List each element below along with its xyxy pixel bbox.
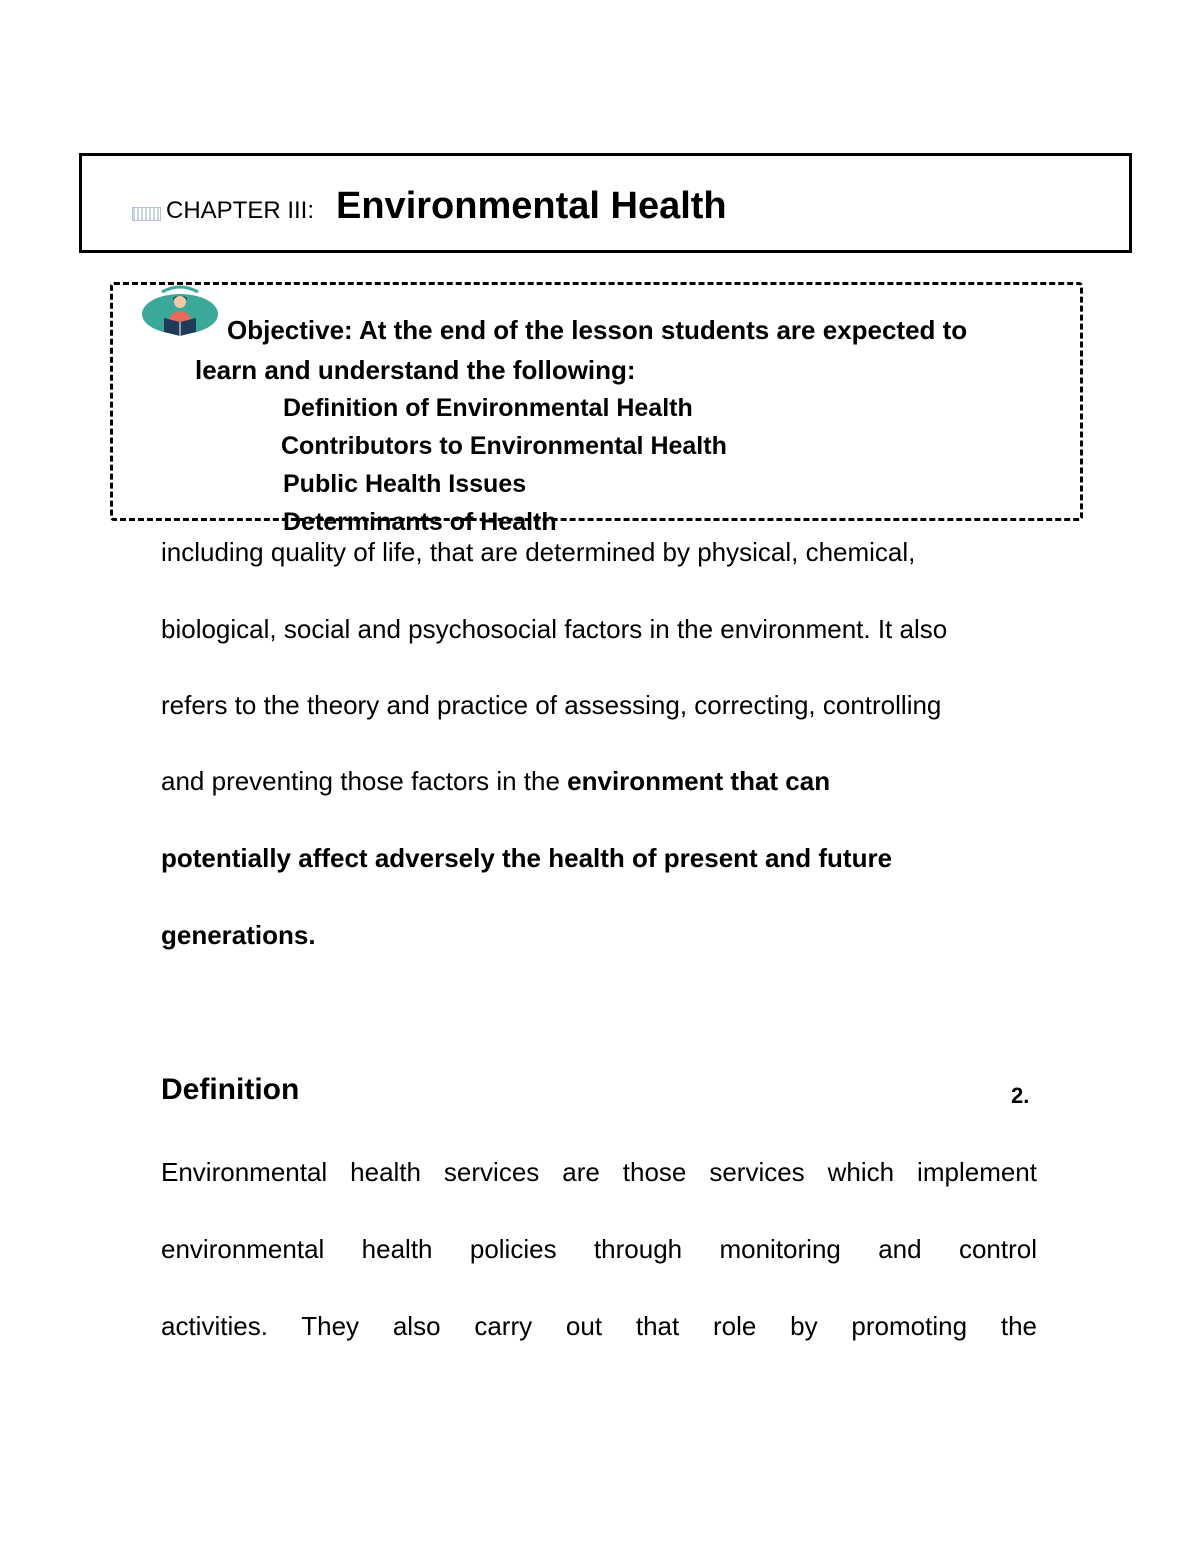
- objective-box: [110, 282, 1083, 536]
- intro-line-5: potentially affect adversely the health of present and future: [161, 843, 893, 873]
- objective-item-1: Definition of Environmental Health: [283, 394, 693, 422]
- intro-line-1: including quality of life, that are determined by physical, chemical,: [161, 537, 916, 567]
- intro-line-4-bold: environment that can: [567, 766, 831, 796]
- definition-line-1: Environmental health services are those services which implement: [161, 1157, 1037, 1187]
- definition-line-2: environmental health policies through monitoring and control: [161, 1234, 1037, 1264]
- objective-item-3: Public Health Issues: [283, 470, 527, 498]
- definition-line-3: activities. They also carry out that role by promoting the: [161, 1311, 1037, 1341]
- placeholder-image-icon: [132, 207, 161, 221]
- intro-line-4: [161, 766, 830, 797]
- intro-line-2: biological, social and psychosocial factors in the environment. It also: [161, 614, 948, 644]
- objective-item-4: Determinants of Health: [283, 508, 557, 536]
- definition-heading: Definition: [161, 1073, 300, 1106]
- objective-line-2: learn and understand the following:: [195, 355, 636, 385]
- intro-line-4-normal: and preventing those factors in the: [161, 766, 568, 796]
- chapter-title: Environmental Health: [336, 185, 727, 227]
- objective-item-2: Contributors to Environmental Health: [281, 432, 727, 460]
- section-number: 2.: [1011, 1083, 1030, 1108]
- objective-line-1: Objective: At the end of the lesson students are expected to: [227, 315, 968, 345]
- intro-line-6: generations.: [161, 920, 316, 950]
- student-reading-icon: [140, 288, 220, 340]
- intro-line-3: refers to the theory and practice of assessing, correcting, controlling: [161, 690, 942, 720]
- chapter-label: CHAPTER III:: [166, 197, 315, 224]
- chapter-header: [79, 153, 1132, 253]
